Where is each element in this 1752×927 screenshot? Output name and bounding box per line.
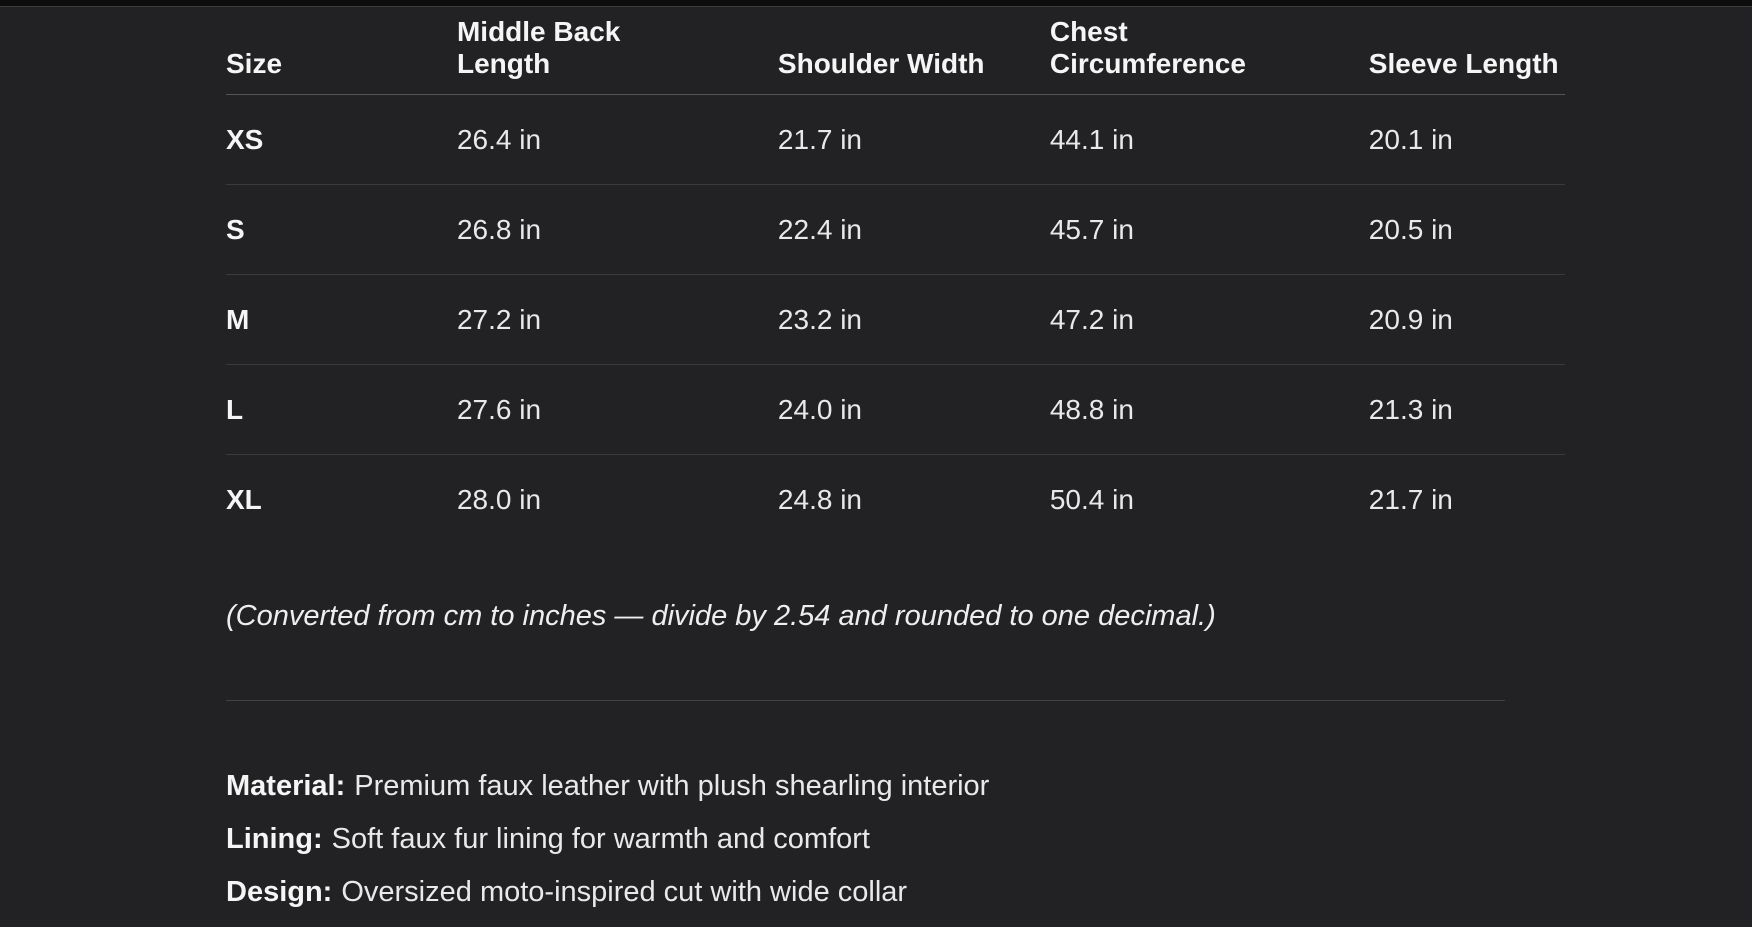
cell-sleeve-length: 20.9 in bbox=[1369, 275, 1565, 365]
cell-chest-circumference: 47.2 in bbox=[1050, 275, 1369, 365]
detail-line-design bbox=[226, 874, 1565, 911]
detail-label: Lining: bbox=[226, 823, 323, 855]
column-header-size: Size bbox=[226, 0, 457, 95]
detail-label: Material: bbox=[226, 770, 346, 802]
detail-label: Design: bbox=[226, 876, 333, 908]
cell-size: M bbox=[226, 275, 457, 365]
cell-middle-back-length: 27.6 in bbox=[457, 365, 778, 455]
column-header-chest-circumference: Chest Circumference bbox=[1050, 0, 1369, 95]
cell-chest-circumference: 48.8 in bbox=[1050, 365, 1369, 455]
cell-shoulder-width: 24.8 in bbox=[777, 484, 862, 515]
section-divider bbox=[226, 700, 1505, 701]
cell-size: XL bbox=[226, 484, 262, 515]
cell-middle-back-length: 27.2 in bbox=[457, 275, 778, 365]
cell-sleeve-length: 20.1 in bbox=[1369, 95, 1565, 185]
size-chart-section bbox=[226, 0, 1565, 544]
table-row bbox=[226, 365, 1565, 455]
cell-shoulder-width: 24.0 in bbox=[778, 365, 1050, 455]
table-row bbox=[226, 185, 1565, 275]
cell-chest-circumference: 44.1 in bbox=[1050, 95, 1369, 185]
cell-middle-back-length: 26.4 in bbox=[457, 95, 778, 185]
cell-shoulder-width: 21.7 in bbox=[778, 95, 1050, 185]
table-row bbox=[226, 455, 1565, 545]
column-header-sleeve-length: Sleeve Length bbox=[1369, 0, 1565, 95]
conversion-note: (Converted from cm to inches — divide by 2.54 and rounded to one decimal.) bbox=[226, 600, 1216, 632]
cell-shoulder-width: 23.2 in bbox=[778, 275, 1050, 365]
detail-line-lining bbox=[226, 821, 1565, 858]
product-details bbox=[226, 768, 1565, 927]
detail-text: Soft faux fur lining for warmth and comfort bbox=[331, 823, 870, 855]
header-row bbox=[226, 0, 1565, 95]
cell-size: XS bbox=[226, 95, 457, 185]
cell-sleeve-length: 21.7 in bbox=[1368, 484, 1453, 515]
cell-size: S bbox=[226, 185, 457, 275]
cell-sleeve-length: 21.3 in bbox=[1369, 365, 1565, 455]
cell-chest-circumference: 50.4 in bbox=[1049, 484, 1134, 515]
column-header-shoulder-width: Shoulder Width bbox=[778, 0, 1050, 95]
cell-size: L bbox=[226, 365, 457, 455]
cell-chest-circumference: 45.7 in bbox=[1050, 185, 1369, 275]
size-chart-table bbox=[226, 0, 1565, 544]
detail-line-material bbox=[226, 768, 1565, 805]
cell-shoulder-width: 22.4 in bbox=[778, 185, 1050, 275]
cell-middle-back-length: 26.8 in bbox=[457, 185, 778, 275]
table-row bbox=[226, 275, 1565, 365]
column-header-middle-back-length: Middle Back Length bbox=[457, 0, 778, 95]
cell-middle-back-length: 28.0 in bbox=[456, 484, 542, 515]
detail-text: Oversized moto-inspired cut with wide collar bbox=[341, 876, 908, 908]
table-row bbox=[226, 95, 1565, 185]
cell-sleeve-length: 20.5 in bbox=[1369, 185, 1565, 275]
detail-text: Premium faux leather with plush shearling interior bbox=[354, 770, 990, 802]
